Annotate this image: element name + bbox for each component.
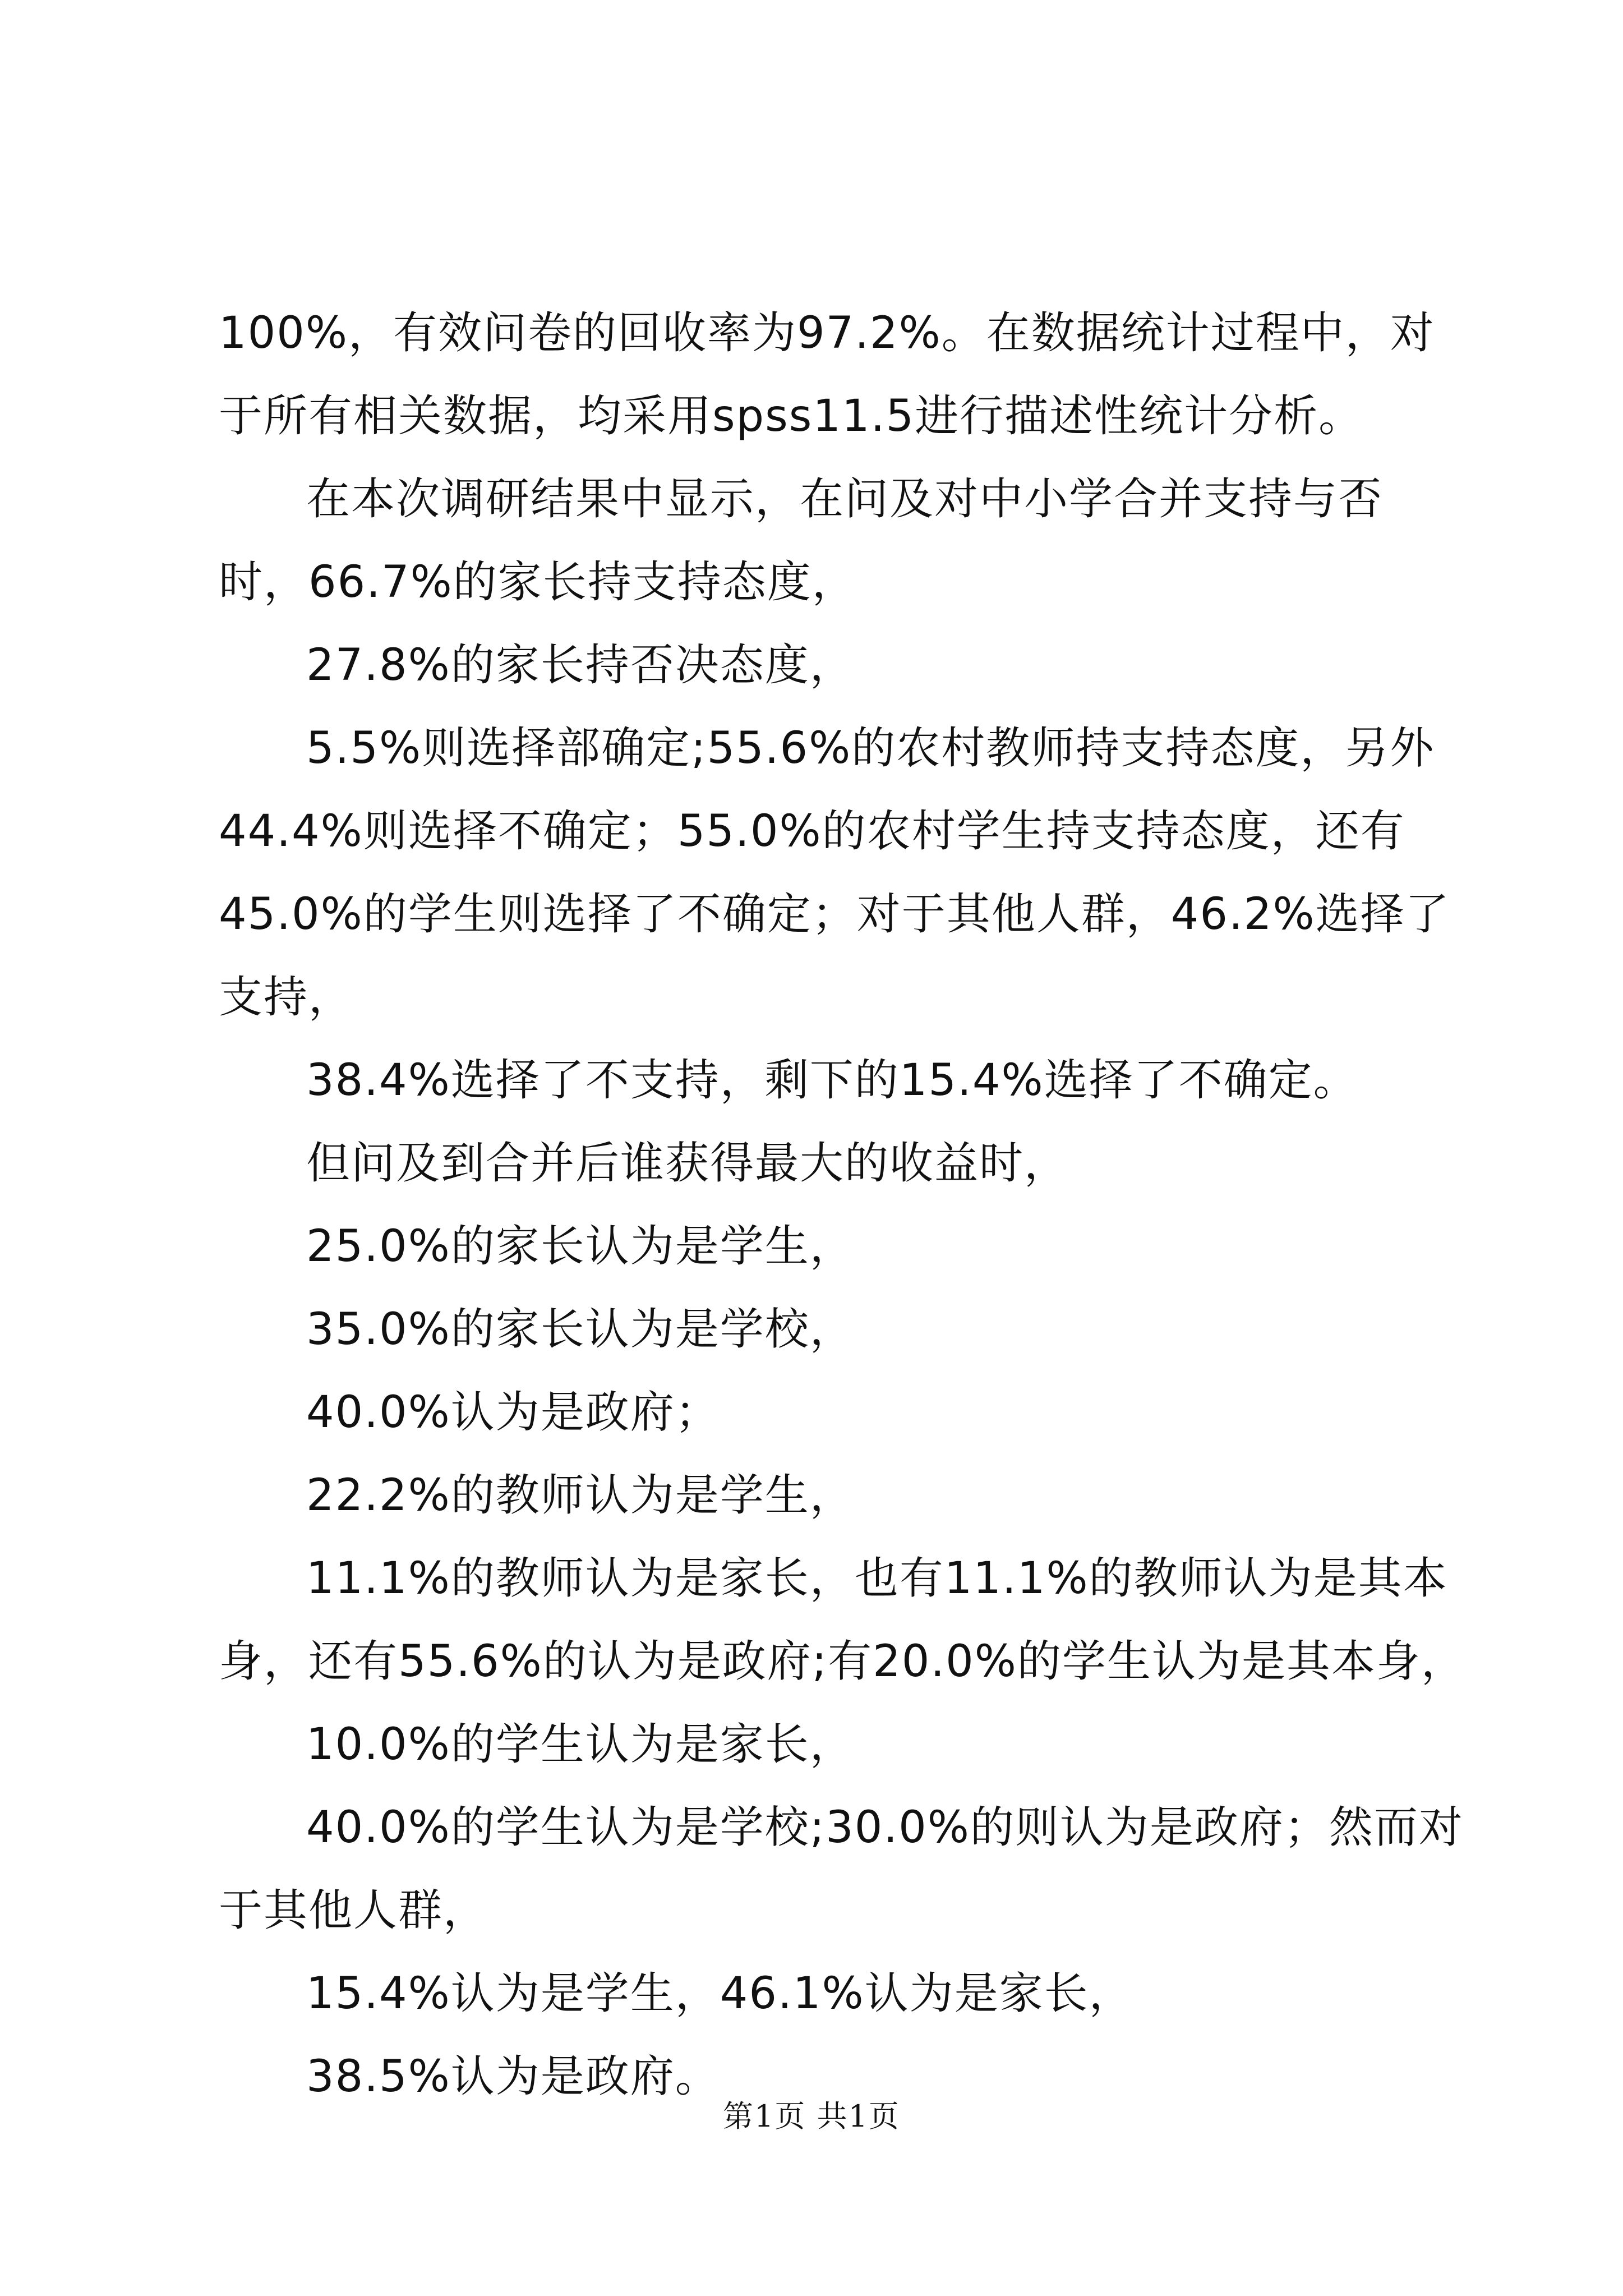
paragraph-13: 40.0%的学生认为是学校;30.0%的则认为是政府；然而对于其他人群， [219, 1802, 1464, 1936]
paragraph-5: 38.4%选择了不支持，剩下的15.4%选择了不确定。 [306, 1055, 1358, 1106]
page-footer: 第1页 共1页 [723, 2099, 900, 2134]
paragraph-7: 25.0%的家长认为是学生， [306, 1221, 855, 1272]
paragraph-9: 40.0%认为是政府； [306, 1387, 720, 1438]
paragraph-3: 27.8%的家长持否决态度， [306, 640, 855, 691]
paragraph-4: 5.5%则选择部确定;55.6%的农村教师持支持态度，另外44.4%则选择不确定；55.0%的农村学生持支持态度，还有45.0%的学生则选择了不确定；对于其他人群，46.2%选择了支持， [219, 723, 1450, 1023]
document-body [219, 292, 1469, 2118]
paragraph-8: 35.0%的家长认为是学校， [306, 1304, 855, 1355]
paragraph-10: 22.2%的教师认为是学生， [306, 1470, 855, 1521]
paragraph-2: 在本次调研结果中显示，在问及对中小学合并支持与否时，66.7%的家长持支持态度， [219, 474, 1384, 608]
paragraph-11: 11.1%的教师认为是家长，也有11.1%的教师认为是其本身，还有55.6%的认为是政府;有20.0%的学生认为是其本身， [219, 1553, 1466, 1687]
paragraph-15: 38.5%认为是政府。 [306, 2051, 720, 2102]
paragraph-6: 但问及到合并后谁获得最大的收益时， [306, 1138, 1069, 1189]
paragraph-1: 100%，有效问卷的回收率为97.2%。在数据统计过程中，对于所有相关数据，均采用spss11.5进行描述性统计分析。 [219, 308, 1435, 441]
paragraph-14: 15.4%认为是学生，46.1%认为是家长， [306, 1968, 1134, 2019]
paragraph-12: 10.0%的学生认为是家长， [306, 1719, 855, 1770]
